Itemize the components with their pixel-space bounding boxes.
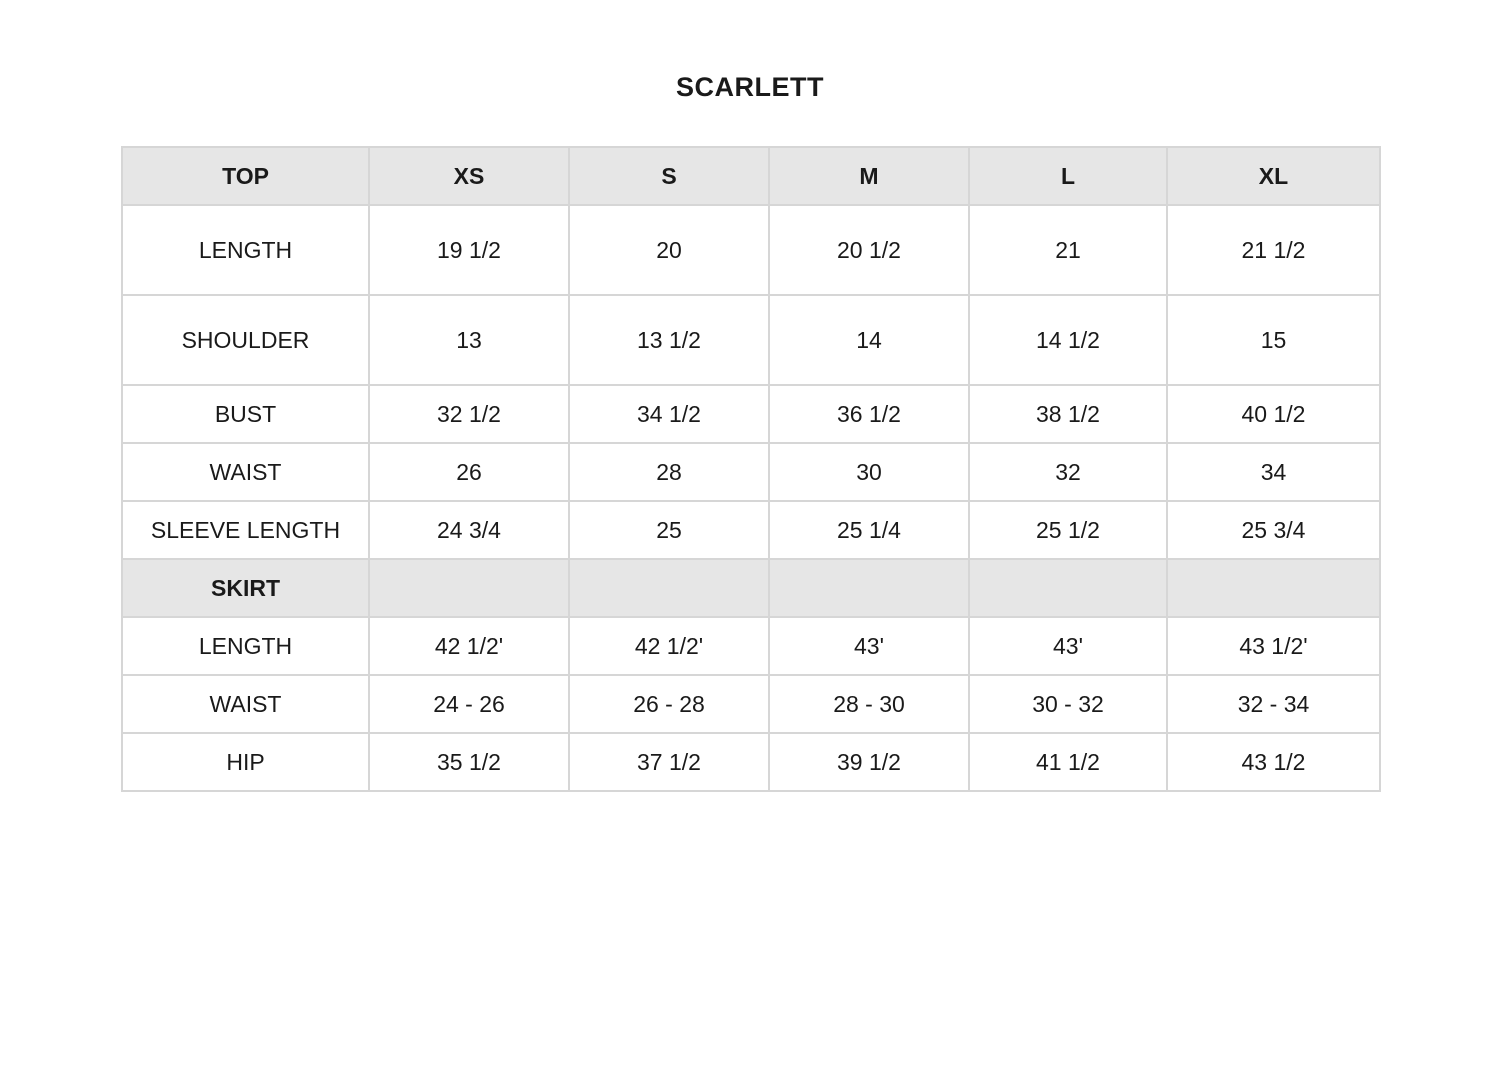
table-cell: 36 1/2 xyxy=(769,385,969,443)
table-row xyxy=(122,385,1380,443)
row-label: WAIST xyxy=(122,443,369,501)
empty-cell xyxy=(969,559,1167,617)
table-cell: 13 1/2 xyxy=(569,295,769,385)
table-cell: 28 - 30 xyxy=(769,675,969,733)
table-cell: 43 1/2' xyxy=(1167,617,1380,675)
header-cell: XS xyxy=(369,147,569,205)
table-cell: 26 xyxy=(369,443,569,501)
table-cell: 37 1/2 xyxy=(569,733,769,791)
table-cell: 34 1/2 xyxy=(569,385,769,443)
size-chart-table xyxy=(121,146,1381,792)
table-cell: 25 3/4 xyxy=(1167,501,1380,559)
table-cell: 24 3/4 xyxy=(369,501,569,559)
row-label: WAIST xyxy=(122,675,369,733)
empty-cell xyxy=(1167,559,1380,617)
table-cell: 25 xyxy=(569,501,769,559)
table-cell: 41 1/2 xyxy=(969,733,1167,791)
table-cell: 32 1/2 xyxy=(369,385,569,443)
row-label: LENGTH xyxy=(122,617,369,675)
table-cell: 15 xyxy=(1167,295,1380,385)
empty-cell xyxy=(769,559,969,617)
page-title: SCARLETT xyxy=(676,72,824,102)
table-cell: 14 1/2 xyxy=(969,295,1167,385)
header-cell: TOP xyxy=(122,147,369,205)
table-cell: 21 xyxy=(969,205,1167,295)
table-row xyxy=(122,443,1380,501)
table-cell: 25 1/4 xyxy=(769,501,969,559)
row-label: LENGTH xyxy=(122,205,369,295)
table-cell: 35 1/2 xyxy=(369,733,569,791)
table-cell: 26 - 28 xyxy=(569,675,769,733)
table-cell: 43 1/2 xyxy=(1167,733,1380,791)
header-cell: M xyxy=(769,147,969,205)
table-cell: 42 1/2' xyxy=(369,617,569,675)
row-label: BUST xyxy=(122,385,369,443)
table-cell: 20 1/2 xyxy=(769,205,969,295)
header-row xyxy=(122,147,1380,205)
table-cell: 14 xyxy=(769,295,969,385)
header-cell: XL xyxy=(1167,147,1380,205)
table-cell: 13 xyxy=(369,295,569,385)
table-cell: 19 1/2 xyxy=(369,205,569,295)
table-cell: 30 - 32 xyxy=(969,675,1167,733)
row-label: SLEEVE LENGTH xyxy=(122,501,369,559)
table-row xyxy=(122,675,1380,733)
table-cell: 39 1/2 xyxy=(769,733,969,791)
row-label: HIP xyxy=(122,733,369,791)
empty-cell xyxy=(569,559,769,617)
table-cell: 32 - 34 xyxy=(1167,675,1380,733)
header-cell: L xyxy=(969,147,1167,205)
row-label: SHOULDER xyxy=(122,295,369,385)
table-cell: 28 xyxy=(569,443,769,501)
table-cell: 43' xyxy=(769,617,969,675)
table-cell: 38 1/2 xyxy=(969,385,1167,443)
table-row xyxy=(122,501,1380,559)
table-cell: 25 1/2 xyxy=(969,501,1167,559)
section-label: SKIRT xyxy=(122,559,369,617)
table-row xyxy=(122,733,1380,791)
table-cell: 21 1/2 xyxy=(1167,205,1380,295)
table-cell: 30 xyxy=(769,443,969,501)
table-cell: 40 1/2 xyxy=(1167,385,1380,443)
empty-cell xyxy=(369,559,569,617)
table-cell: 42 1/2' xyxy=(569,617,769,675)
table-cell: 20 xyxy=(569,205,769,295)
table-row xyxy=(122,617,1380,675)
table-row xyxy=(122,295,1380,385)
table-cell: 24 - 26 xyxy=(369,675,569,733)
table-cell: 43' xyxy=(969,617,1167,675)
header-cell: S xyxy=(569,147,769,205)
table-cell: 34 xyxy=(1167,443,1380,501)
table-row xyxy=(122,205,1380,295)
section-header-row xyxy=(122,559,1380,617)
table-cell: 32 xyxy=(969,443,1167,501)
